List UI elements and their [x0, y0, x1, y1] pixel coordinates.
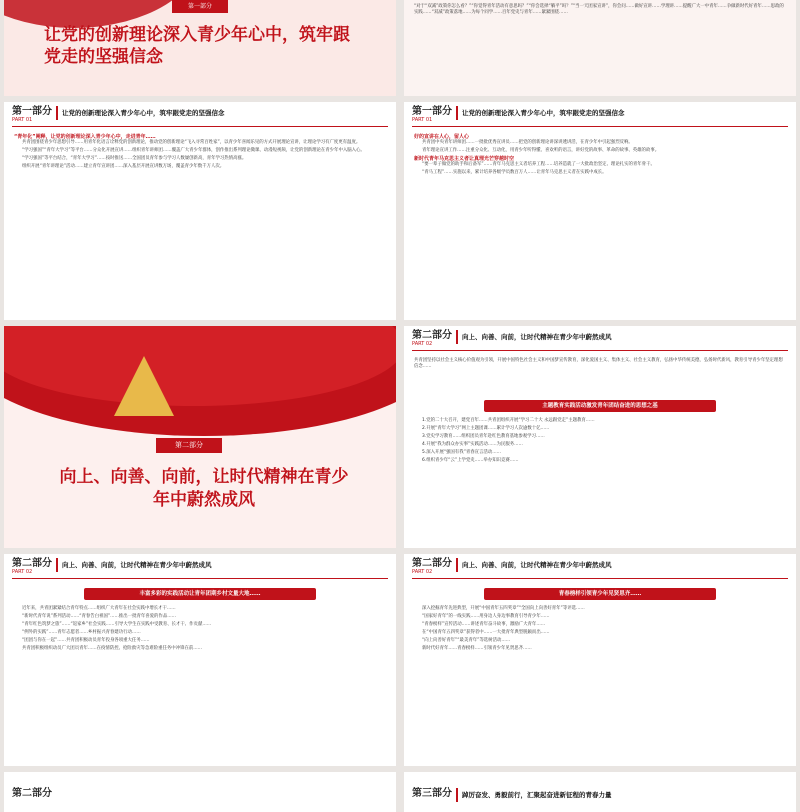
- paragraph: 共青团积极组织动员广大团员青年……在疫情防控、抢险救灾等急难险重任务中冲锋在前……: [22, 646, 203, 652]
- paragraph: “青年红色筑梦之旅”……“返家乡”社会实践……引导大学生在实践中受教育、长才干、作贡献……: [22, 622, 212, 628]
- cover-slide-part-two: [4, 326, 396, 548]
- part-label: 第一部分: [12, 106, 52, 117]
- paragraph: “学习强国”等平台结合，“青年大学习”……按时推送……全国团员青年参与学习人数屡创新高，青年学习热情高涨。: [22, 156, 247, 162]
- header-divider: [56, 558, 58, 572]
- slide-title: 向上、向善、向前，让时代精神在青少年中蔚然成风: [462, 561, 612, 569]
- paragraph: 深入挖掘青年先进典型，开展“中国青年五四奖章”“全国向上向善好青年”等评选……: [422, 606, 585, 611]
- content-slide-part-one-b: [404, 102, 796, 320]
- slide-body: [414, 418, 786, 467]
- part-en-label: PART 02: [412, 341, 433, 347]
- cover-title: 向上、向善、向前，让时代精神在青少年中蔚然成风: [59, 467, 349, 510]
- slide-header: [404, 102, 796, 126]
- paragraph: 组织开展“青年讲理论”活动……建立青年宣讲团……深入基层开展宣讲数万场，覆盖青少年数千万人次。: [22, 164, 225, 170]
- paragraph: 青年理论宣讲工作……注重分众化、互动化，用青少年听得懂、喜欢听的语言，讲好党的故事、革命的故事、英雄的故事。: [422, 148, 660, 154]
- part-label: 第二部分: [12, 558, 52, 569]
- slide-title: 让党的创新理论深入青少年心中，筑牢跟党走的坚强信念: [62, 109, 225, 117]
- part-label: 第一部分: [412, 106, 452, 117]
- part-label: 第二部分: [412, 330, 452, 341]
- paragraph: “学习强国”“青年大学习”等平台……分众化开展宣讲……组织青年讲师团……覆盖广大青少年群体，创作推出系列理论微课、动漫短视频，让党的创新理论在青少年中入脑入心。: [22, 148, 365, 154]
- header-divider: [456, 558, 458, 572]
- slide-body: [14, 134, 386, 172]
- section-bar: 青春榜样引领青少年见贤思齐……: [484, 588, 716, 600]
- paragraph: “国家好青年”的一线实践……用身边人身边事教育引导青少年……: [422, 614, 550, 620]
- slide-title: 让党的创新理论深入青少年心中，筑牢跟党走的坚强信念: [462, 109, 625, 117]
- part-label: 第二部分: [412, 558, 452, 569]
- slide-title: 向上、向善、向前，让时代精神在青少年中蔚然成风: [62, 561, 212, 569]
- slide-header: [404, 554, 796, 578]
- slide-body: [414, 606, 786, 655]
- content-slide-part-two-d: [4, 554, 396, 766]
- paragraph: 近年来，共青团紧紧结合青年特点……组织广大青年在社会实践中增长才干……: [22, 606, 176, 611]
- part-en-label: PART 01: [412, 117, 433, 123]
- part-badge: 第二部分: [156, 438, 222, 453]
- slide-header: [404, 326, 796, 350]
- part-badge: 第一部分: [172, 0, 228, 13]
- slide-intro: 共青团坚持以社会主义核心价值观为引领，开展中国特色社会主义和中国梦宣传教育，深化爱国主义、集体主义、社会主义教育，弘扬中华传统美德，弘扬时代新风，教育引导青少年坚定理想信念……: [414, 358, 783, 370]
- paragraph: 共青团中央青年讲师团……一批批优秀宣讲员……把党的创新理论讲深讲透讲活，在青少年中引起强烈反响。: [422, 140, 633, 146]
- header-divider: [456, 330, 458, 344]
- list-item: 6.组织青少年“云”上学党史……举办知识竞赛……: [422, 458, 519, 464]
- list-item: 4.开展“我为群众办实事”实践活动……为民服务……: [422, 442, 523, 448]
- list-item: 2.开展“青年大学习”网上主题团课……累计学习人次逾数十亿……: [422, 426, 550, 432]
- paragraph: “团团与你在一起”……共青团积极动员青年投身各项重大任务……: [22, 638, 150, 644]
- slide-title: 踔厉奋发、勇毅前行，汇聚起奋进新征程的青春力量: [462, 791, 612, 799]
- list-item: 1.党的二十大召开，建党百年……共青团组织开展“学习二十大 永远跟党走”主题教育……: [422, 418, 595, 423]
- part-en-label: PART 02: [12, 569, 33, 575]
- header-rule: [412, 350, 788, 351]
- header-rule: [412, 578, 788, 579]
- slide-text: “对于“双减”政策你怎么看？”“你觉得青年活动有意思吗？”“你会选择“躺平”吗？”“当一天团家宣讲”，你会问……做好宣讲……学理讲……提醒广大一中青年……争做新时代好青年……思政的实践……“双减”政策落地……为每个同学……百年党史与青年……紧紧围绕……: [414, 4, 784, 16]
- paragraph: “新时代青年说”系列活动……“青春告白祖国”……推出一批青年喜爱的作品……: [22, 614, 176, 620]
- list-item: 5.深入开展“强国有我”青春宣言活动……: [422, 450, 501, 456]
- sailboat-icon: [114, 356, 174, 416]
- list-item: 3.党史学习教育……组织团员青年赴红色教育基地参观学习……: [422, 434, 545, 440]
- part-label: 第二部分: [12, 788, 52, 799]
- paragraph: 在“中国青年五四奖章”获得者中……一大批青年典型脱颖而出……: [422, 630, 550, 636]
- slide-title: 向上、向善、向前，让时代精神在青少年中蔚然成风: [462, 333, 612, 341]
- paragraph: “要一辈子做党的助手和后备军”……青年马克思主义者培养工程……培养造就了一大批政治坚定、理论扎实的青年骨干。: [422, 162, 655, 168]
- slide-bottom-right: [404, 772, 796, 812]
- slide-header: [4, 102, 396, 126]
- section-bar: 丰富多彩的实践活动让青年团期乡村文量大地……: [84, 588, 316, 600]
- subheading: 好的宣讲在人心，留人心: [414, 134, 470, 140]
- paragraph: 新时代好青年……青春榜样……引领青少年见贤思齐……: [422, 646, 532, 652]
- part-label: 第三部分: [412, 788, 452, 799]
- header-divider: [456, 106, 458, 120]
- header-rule: [12, 126, 388, 127]
- paragraph: “例外的实践”……青年志愿者……乡村振兴青春建功行动……: [22, 630, 141, 636]
- paragraph: “向上向善好青年”“最美青年”等选树活动……: [422, 638, 511, 644]
- paragraph: “青春榜样”宣传活动……讲述青年奋斗故事，激励广大青年……: [422, 622, 546, 628]
- slide-body: [414, 134, 786, 179]
- section-bar: 主题教育实践活动激发青年团结奋进的思想之基: [484, 400, 716, 412]
- content-slide-part-two-e: [404, 554, 796, 766]
- header-rule: [12, 578, 388, 579]
- paragraph: 共青团围绕青少年思想引导……用青年化语言诠释党的创新理论，推动党的创新理论“飞入寻常百姓家”，以青少年喜闻乐见的方式开展理论宣讲，让理论学习有广度更有温度。: [22, 140, 361, 146]
- text-slide-top-right: [404, 0, 796, 96]
- header-divider: [56, 106, 58, 120]
- slide-body: [14, 606, 386, 655]
- part-en-label: PART 01: [12, 117, 33, 123]
- part-en-label: PART 02: [412, 569, 433, 575]
- subheading: 新时代青年马克思主义者让真理光芒穿越时空: [414, 156, 515, 163]
- paragraph: “青马工程”……实施以来，累计培养各级学员数百万人……让青年马克思主义者在实践中成长。: [422, 170, 607, 176]
- header-rule: [412, 126, 788, 127]
- content-slide-part-two-c: [404, 326, 796, 548]
- cover-title: 让党的创新理论深入青少年心中，筑牢跟党走的坚强信念: [44, 25, 350, 67]
- slide-bottom-left: [4, 772, 396, 812]
- cover-slide-part-one: [4, 0, 396, 96]
- slide-header: [4, 554, 396, 578]
- content-slide-part-one-a: [4, 102, 396, 320]
- subheading: “青年化”阐释，让党的创新理论深入青少年心中，走进青年……: [14, 134, 156, 140]
